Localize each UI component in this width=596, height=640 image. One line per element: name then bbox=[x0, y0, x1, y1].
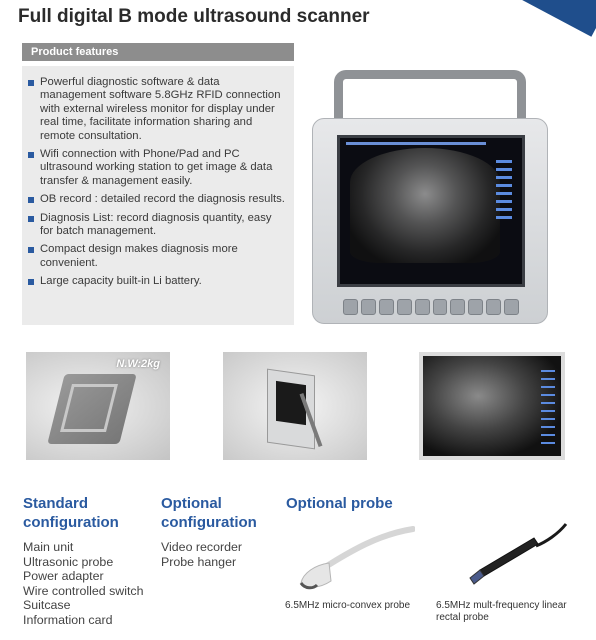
device-screen bbox=[337, 135, 525, 287]
list-item: Ultrasonic probe bbox=[23, 554, 114, 569]
scan-screenshot bbox=[423, 356, 561, 456]
scanner-device-image bbox=[312, 70, 548, 332]
corner-decoration bbox=[512, 0, 596, 37]
optional-config-list bbox=[161, 540, 242, 569]
feature-item: Diagnosis List: record diagnosis quantity, easy for batch management. bbox=[26, 212, 286, 239]
photo-scan-screen bbox=[419, 352, 565, 460]
feature-item: Powerful diagnostic software & data management software 5.8GHz RFID connection with external wireless monitor for display under real time, facilitate information sharing and remote consultation. bbox=[26, 76, 286, 143]
micro-convex-probe-image bbox=[295, 525, 415, 595]
photo-side-view bbox=[223, 352, 367, 460]
features-list bbox=[26, 76, 286, 289]
ultrasound-image bbox=[350, 148, 500, 263]
list-item: Suitcase bbox=[23, 598, 71, 612]
screen-menu bbox=[496, 160, 518, 275]
features-header: Product features bbox=[22, 43, 294, 61]
feature-item: Wifi connection with Phone/Pad and PC ultrasound working station to get image & data transfer & management easily. bbox=[26, 148, 286, 188]
optional-probe-heading: Optional probe bbox=[286, 495, 393, 512]
list-item: Power adapter bbox=[23, 569, 104, 583]
weight-badge: N.W:2kg bbox=[116, 358, 160, 370]
features-panel bbox=[22, 66, 294, 325]
device-body bbox=[312, 118, 548, 324]
optional-config-heading: Optional configuration bbox=[161, 495, 257, 531]
standard-config-heading: Standard configuration bbox=[23, 495, 119, 531]
list-item: Information card bbox=[23, 612, 113, 627]
page-title: Full digital B mode ultrasound scanner bbox=[18, 6, 370, 27]
list-item: Wire controlled switch bbox=[23, 583, 144, 598]
photo-back-stand bbox=[26, 352, 170, 460]
list-item: Main unit bbox=[23, 540, 74, 554]
device-button-row bbox=[343, 299, 519, 315]
screen-topbar bbox=[346, 142, 486, 145]
list-item: Probe hanger bbox=[161, 554, 237, 569]
feature-item: OB record : detailed record the diagnosis results. bbox=[26, 193, 286, 206]
list-item: Video recorder bbox=[161, 540, 243, 554]
linear-rectal-probe-image bbox=[462, 520, 572, 592]
probe-caption-2: 6.5MHz mult-frequency linear rectal probe bbox=[436, 600, 567, 623]
feature-item: Compact design makes diagnosis more convenient. bbox=[26, 243, 286, 270]
feature-item: Large capacity built-in Li battery. bbox=[26, 275, 286, 288]
standard-config-list bbox=[23, 540, 144, 627]
probe-caption-1: 6.5MHz micro-convex probe bbox=[285, 600, 411, 611]
